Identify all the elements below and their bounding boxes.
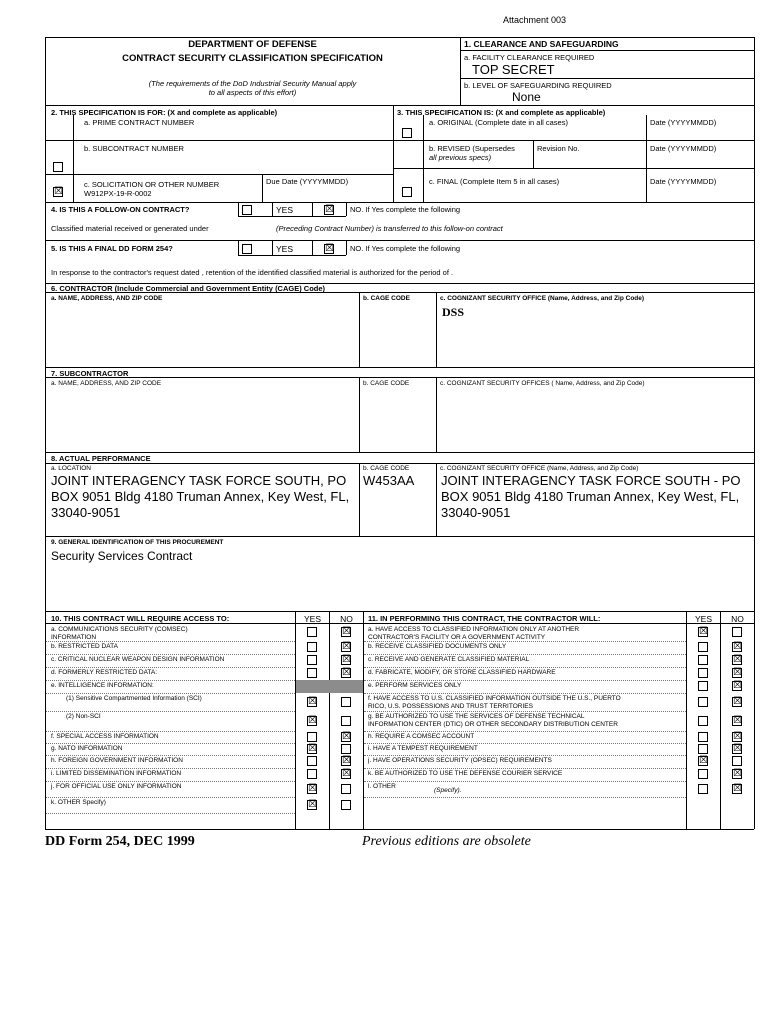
- s6-cso-label: c. COGNIZANT SECURITY OFFICE (Name, Address, and Zip Code): [440, 295, 645, 302]
- s10-item-label: (2) Non-SCI: [66, 713, 101, 720]
- s10-no-checkbox[interactable]: ☒: [342, 667, 351, 678]
- s11-title: 11. IN PERFORMING THIS CONTRACT, THE CONTRACTOR WILL:: [368, 614, 601, 623]
- s11-yes-checkbox[interactable]: [698, 642, 708, 652]
- s10-yes-checkbox[interactable]: [307, 769, 317, 779]
- form-title: CONTRACT SECURITY CLASSIFICATION SPECIFICATION: [122, 53, 383, 64]
- s10-item-label: e. INTELLIGENCE INFORMATION:: [51, 682, 154, 689]
- s11-no-checkbox[interactable]: ☒: [733, 715, 742, 726]
- s11-item-label: c. RECEIVE AND GENERATE CLASSIFIED MATERIAL: [368, 656, 530, 663]
- facility-clearance-value[interactable]: TOP SECRET: [472, 62, 555, 77]
- s6-cso-value[interactable]: DSS: [442, 305, 465, 319]
- s10-yes-header: YES: [303, 614, 321, 624]
- s10-yes-checkbox[interactable]: [307, 756, 317, 766]
- row-divider: [46, 667, 295, 668]
- s10-item-label: f. SPECIAL ACCESS INFORMATION: [51, 733, 159, 740]
- s11-yes-checkbox[interactable]: [698, 744, 708, 754]
- s10-yes-checkbox[interactable]: [307, 668, 317, 678]
- s7-cage-label: b. CAGE CODE: [363, 380, 410, 387]
- s10-item-label: a. COMMUNICATIONS SECURITY (COMSEC): [51, 626, 188, 633]
- s11-yes-checkbox[interactable]: [698, 769, 708, 779]
- s11-item-label: g. BE AUTHORIZED TO USE THE SERVICES OF DEFENSE TECHNICAL: [368, 713, 585, 720]
- s10-no-checkbox[interactable]: ☒: [342, 731, 351, 742]
- row-divider: [46, 781, 295, 782]
- solicitation-label: c. SOLICITATION OR OTHER NUMBER: [84, 180, 220, 189]
- s8-title: 8. ACTUAL PERFORMANCE: [51, 454, 151, 463]
- s11-item-extra: (Specify).: [434, 787, 462, 794]
- s10-yes-checkbox[interactable]: ☒: [308, 696, 317, 707]
- s8-cage-label: b. CAGE CODE: [363, 465, 410, 472]
- row-divider: [364, 680, 686, 681]
- obsolete-note: Previous editions are obsolete: [362, 834, 531, 849]
- s10-item-label: (1) Sensitive Compartmented Information (SCI): [66, 695, 202, 702]
- s5-yes-checkbox[interactable]: [242, 244, 252, 254]
- final-checkbox[interactable]: [402, 187, 412, 197]
- s10-yes-checkbox[interactable]: ☒: [308, 799, 317, 810]
- s10-no-checkbox[interactable]: ☒: [342, 654, 351, 665]
- s10-item-label: i. LIMITED DISSEMINATION INFORMATION: [51, 770, 182, 777]
- revised-date-label: Date (YYYYMMDD): [650, 144, 717, 153]
- row-divider: [46, 731, 295, 732]
- row-divider: [46, 654, 295, 655]
- row-divider: [364, 755, 686, 756]
- s10-item-label: k. OTHER Specify): [51, 799, 106, 806]
- s5-yes-label: YES: [276, 244, 294, 254]
- row-divider: [364, 731, 686, 732]
- row-divider: [46, 755, 295, 756]
- due-date-label: Due Date (YYYYMMDD): [266, 177, 349, 186]
- s11-item-label: k. BE AUTHORIZED TO USE THE DEFENSE COURIER SERVICE: [368, 770, 563, 777]
- s11-yes-checkbox[interactable]: [698, 668, 708, 678]
- s10-no-checkbox[interactable]: [341, 716, 351, 726]
- s4-material-line-2: (Preceding Contract Number) is transferred to this follow-on contract: [276, 224, 503, 233]
- s2-title: 2. THIS SPECIFICATION IS FOR: (X and complete as applicable): [51, 108, 278, 117]
- s11-no-header: NO: [731, 614, 744, 624]
- s8-location-label: a. LOCATION: [51, 465, 91, 472]
- original-checkbox[interactable]: [402, 128, 412, 138]
- row-divider: [364, 667, 686, 668]
- form-number: DD Form 254, DEC 1999: [45, 834, 195, 849]
- s11-item-label: i. HAVE A TEMPEST REQUIREMENT: [368, 745, 478, 752]
- s10-yes-checkbox[interactable]: [307, 655, 317, 665]
- s10-yes-checkbox[interactable]: ☒: [308, 715, 317, 726]
- s10-yes-checkbox[interactable]: [307, 642, 317, 652]
- s9-value[interactable]: Security Services Contract: [51, 549, 193, 563]
- s11-no-checkbox[interactable]: ☒: [733, 768, 742, 779]
- row-divider: [364, 781, 686, 782]
- s3-title: 3. THIS SPECIFICATION IS: (X and complete as applicable): [397, 108, 606, 117]
- s6-title: 6. CONTRACTOR (Include Commercial and Government Entity (CAGE) Code): [51, 284, 326, 293]
- s6-cage-label: b. CAGE CODE: [363, 295, 410, 302]
- final-date-label: Date (YYYYMMDD): [650, 177, 717, 186]
- s10-no-checkbox[interactable]: ☒: [342, 768, 351, 779]
- dod-note: (The requirements of the DoD Industrial Security Manual apply: [148, 79, 357, 88]
- s5-retention-line: In response to the contractor's request dated , retention of the identified classified material is authorized for the period of .: [51, 268, 454, 277]
- s10-no-header: NO: [340, 614, 353, 624]
- s7-title: 7. SUBCONTRACTOR: [51, 369, 129, 378]
- s4-question: 4. IS THIS A FOLLOW-ON CONTRACT?: [51, 205, 190, 214]
- s11-yes-checkbox[interactable]: [698, 655, 708, 665]
- s7-cso-label: c. COGNIZANT SECURITY OFFICES ( Name, Address, and Zip Code): [440, 380, 645, 387]
- subcontract-checkbox[interactable]: [53, 162, 63, 172]
- s11-item-label-2: CONTRACTOR'S FACILITY OR A GOVERNMENT ACTIVITY: [368, 634, 546, 641]
- s10-no-checkbox[interactable]: [341, 744, 351, 754]
- s11-item-label: l. OTHER: [368, 783, 396, 790]
- revised-label: b. REVISED (Supersedes: [429, 144, 515, 153]
- s11-item-label: h. REQUIRE A COMSEC ACCOUNT: [368, 733, 475, 740]
- row-divider: [46, 768, 295, 769]
- subcontract-label: b. SUBCONTRACT NUMBER: [84, 144, 184, 153]
- s11-yes-header: YES: [694, 614, 712, 624]
- s10-title: 10. THIS CONTRACT WILL REQUIRE ACCESS TO:: [51, 614, 230, 623]
- row-divider: [46, 641, 295, 642]
- s4-yes-label: YES: [276, 205, 294, 215]
- s11-item-label: d. FABRICATE, MODIFY, OR STORE CLASSIFIED HARDWARE: [368, 669, 556, 676]
- row-divider: [46, 797, 295, 798]
- s10-no-checkbox[interactable]: ☒: [342, 641, 351, 652]
- s11-no-checkbox[interactable]: ☒: [733, 667, 742, 678]
- s10-item-label: g. NATO INFORMATION: [51, 745, 123, 752]
- s11-yes-checkbox[interactable]: [698, 716, 708, 726]
- dod-note-2: to all aspects of this effort): [208, 88, 297, 97]
- final-label: c. FINAL (Complete Item 5 in all cases): [429, 177, 560, 186]
- s11-item-label: j. HAVE OPERATIONS SECURITY (OPSEC) REQUIREMENTS: [368, 757, 552, 764]
- s10-item-label: h. FOREIGN GOVERNMENT INFORMATION: [51, 757, 183, 764]
- s4-material-line: Classified material received or generated under: [51, 224, 209, 233]
- s5-no-checkbox[interactable]: ☒: [325, 243, 334, 254]
- s10-no-checkbox[interactable]: [341, 800, 351, 810]
- s11-yes-checkbox[interactable]: [698, 681, 708, 691]
- s10-yes-checkbox[interactable]: [307, 627, 317, 637]
- s11-item-label-2: RICO, U.S. POSSESSIONS AND TRUST TERRITORIES: [368, 703, 533, 710]
- s4-no-label: NO. If Yes complete the following: [350, 205, 461, 214]
- s10-yes-checkbox[interactable]: [307, 732, 317, 742]
- s11-no-checkbox[interactable]: ☒: [733, 654, 742, 665]
- s10-yes-checkbox[interactable]: ☒: [308, 743, 317, 754]
- s8-cso-label: c. COGNIZANT SECURITY OFFICE (Name, Address, and Zip Code): [440, 465, 639, 472]
- s1-title: 1. CLEARANCE AND SAFEGUARDING: [464, 39, 619, 49]
- s10-yes-checkbox[interactable]: ☒: [308, 783, 317, 794]
- solicitation-number[interactable]: W912PX-19-R-0002: [84, 189, 152, 198]
- s10-item-label: b. RESTRICTED DATA: [51, 643, 118, 650]
- s10-item-label-2: INFORMATION: [51, 634, 97, 641]
- s11-no-checkbox[interactable]: ☒: [733, 783, 742, 794]
- s11-yes-checkbox[interactable]: ☒: [699, 626, 708, 637]
- s10-item-label: d. FORMERLY RESTRICTED DATA:: [51, 669, 158, 676]
- s11-item-label: b. RECEIVE CLASSIFIED DOCUMENTS ONLY: [368, 643, 507, 650]
- attachment-label: Attachment 003: [503, 15, 567, 25]
- row-divider: [364, 768, 686, 769]
- revision-no-label: Revision No.: [537, 144, 580, 153]
- row-divider: [364, 743, 686, 744]
- dept-title: DEPARTMENT OF DEFENSE: [188, 39, 317, 50]
- s11-yes-checkbox[interactable]: ☒: [699, 755, 708, 766]
- safeguarding-label: b. LEVEL OF SAFEGUARDING REQUIRED: [464, 81, 612, 90]
- s10-no-checkbox[interactable]: ☒: [342, 626, 351, 637]
- row-divider: [46, 813, 295, 814]
- row-divider: [364, 654, 686, 655]
- prime-contract-label: a. PRIME CONTRACT NUMBER: [84, 118, 195, 127]
- s11-item-label: a. HAVE ACCESS TO CLASSIFIED INFORMATION ONLY AT ANOTHER: [368, 626, 580, 633]
- s11-item-label-2: INFORMATION CENTER (DTIC) OR OTHER SECONDARY DISTRIBUTION CENTER: [368, 721, 618, 728]
- s11-no-checkbox[interactable]: [732, 627, 742, 637]
- s11-yes-checkbox[interactable]: [698, 732, 708, 742]
- s4-no-checkbox[interactable]: ☒: [325, 204, 334, 215]
- revised-label-2: all previous specs): [429, 153, 492, 162]
- row-divider: [46, 680, 295, 681]
- s8-cso-value[interactable]: JOINT INTERAGENCY TASK FORCE SOUTH - PO BOX 9051 Bldg 4180 Truman Annex, Key West, FL, 33040-9051: [441, 473, 741, 520]
- s10-no-checkbox[interactable]: ☒: [342, 755, 351, 766]
- s10-no-checkbox[interactable]: [341, 697, 351, 707]
- original-date-label: Date (YYYYMMDD): [650, 118, 717, 127]
- s5-question: 5. IS THIS A FINAL DD FORM 254?: [51, 244, 173, 253]
- s7-name-label: a. NAME, ADDRESS, AND ZIP CODE: [51, 380, 162, 387]
- s11-no-checkbox[interactable]: ☒: [733, 680, 742, 691]
- s10-item-label: c. CRITICAL NUCLEAR WEAPON DESIGN INFORMATION: [51, 656, 225, 663]
- safeguarding-value[interactable]: None: [512, 90, 541, 104]
- s11-item-label: f. HAVE ACCESS TO U.S. CLASSIFIED INFORMATION OUTSIDE THE U.S., PUERTO: [368, 695, 621, 702]
- row-divider: [364, 797, 686, 798]
- facility-clearance-label: a. FACILITY CLEARANCE REQUIRED: [464, 53, 595, 62]
- s11-no-checkbox[interactable]: [732, 756, 742, 766]
- s6-name-label: a. NAME, ADDRESS, AND ZIP CODE: [51, 295, 163, 302]
- s9-title: 9. GENERAL IDENTIFICATION OF THIS PROCUREMENT: [51, 539, 224, 546]
- s5-no-label: NO. If Yes complete the following: [350, 244, 461, 253]
- s8-cage-value[interactable]: W453AA: [363, 473, 415, 488]
- row-divider: [46, 743, 295, 744]
- original-label: a. ORIGINAL (Complete date in all cases): [429, 118, 568, 127]
- row-divider: [364, 711, 686, 712]
- row-divider: [46, 711, 295, 712]
- s11-item-label: e. PERFORM SERVICES ONLY: [368, 682, 462, 689]
- s11-no-checkbox[interactable]: ☒: [733, 696, 742, 707]
- s10-item-label: j. FOR OFFICIAL USE ONLY INFORMATION: [51, 783, 182, 790]
- s11-yes-checkbox[interactable]: [698, 784, 708, 794]
- s11-no-checkbox[interactable]: ☒: [733, 743, 742, 754]
- s11-yes-checkbox[interactable]: [698, 697, 708, 707]
- s4-yes-checkbox[interactable]: [242, 205, 252, 215]
- row-divider: [364, 693, 686, 694]
- solicitation-checkbox[interactable]: ☒: [54, 186, 63, 197]
- s10-no-checkbox[interactable]: [341, 784, 351, 794]
- row-divider: [364, 641, 686, 642]
- s11-no-checkbox[interactable]: ☒: [733, 731, 742, 742]
- s8-location-value[interactable]: JOINT INTERAGENCY TASK FORCE SOUTH, PO BOX 9051 Bldg 4180 Truman Annex, Key West, FL, 33040-9051: [51, 473, 350, 520]
- s11-no-checkbox[interactable]: ☒: [733, 641, 742, 652]
- row-divider: [46, 693, 295, 694]
